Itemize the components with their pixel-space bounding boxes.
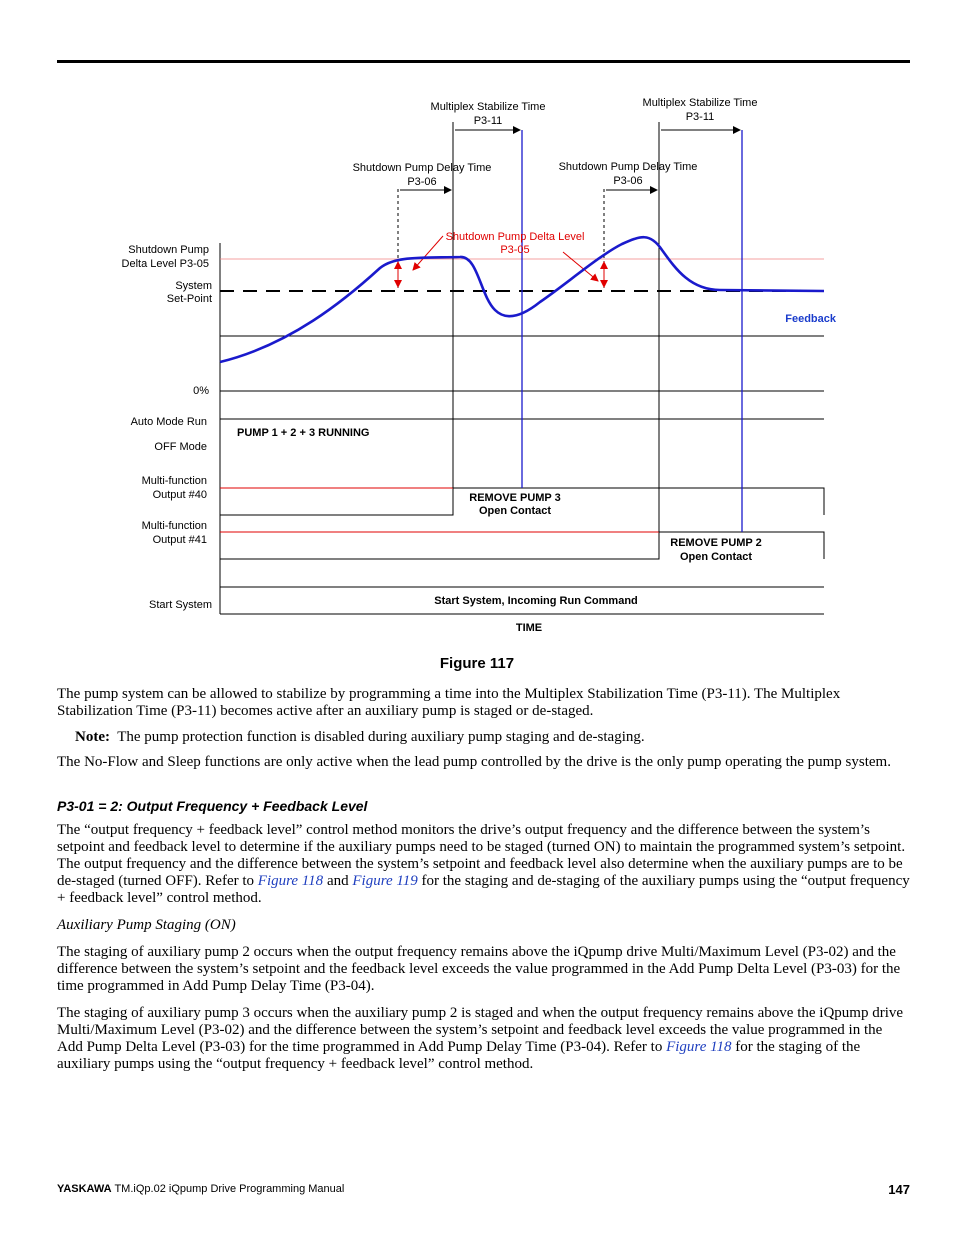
subheading: Auxiliary Pump Staging (ON) xyxy=(57,917,236,933)
label-remove3-1: REMOVE PUMP 3 xyxy=(469,492,561,504)
label-remove3-2: Open Contact xyxy=(478,505,552,517)
label-mf41-2: Output #41 xyxy=(152,534,207,546)
link-figure-118[interactable]: Figure 118 xyxy=(257,873,324,889)
label-shutdown-2: Delta Level P3-05 xyxy=(121,258,209,270)
link-figure-119[interactable]: Figure 119 xyxy=(352,873,418,889)
p3-text-b: and xyxy=(323,873,353,889)
mst2-line2: P3-11 xyxy=(685,111,715,123)
p3-text-a: The “output frequency + feedback level” control method monitors the drive’s output frequency and the difference between the system’s setpoint and feedback level to determine if the auxiliary pumps need to be staged (turned ON) to maintain the programmed system’s setpoint. The output frequency and the difference between the system’s setpoint and feedback level also determine when the auxiliary pumps are to be de-staged (turned OFF). Refer to xyxy=(57,822,906,889)
label-off: OFF Mode xyxy=(154,441,207,453)
label-time: TIME xyxy=(515,622,543,634)
label-setpoint-2: Set-Point xyxy=(166,293,212,305)
label-mf40-1: Multi-function xyxy=(141,475,207,487)
mst1-line2: P3-11 xyxy=(473,115,503,127)
paragraph-control-method xyxy=(57,822,910,907)
footer-title: TM.iQp.02 iQpump Drive Programming Manual xyxy=(111,1183,345,1195)
spd1-line2: P3-06 xyxy=(407,176,437,188)
label-zero: 0% xyxy=(193,385,209,397)
spd2-line2: P3-06 xyxy=(613,175,643,187)
spd2-line1: Shutdown Pump Delay Time xyxy=(558,161,698,173)
label-feedback: Feedback xyxy=(785,313,836,325)
section-heading: P3-01 = 2: Output Frequency + Feedback Level xyxy=(57,798,368,814)
paragraph-noflow: The No-Flow and Sleep functions are only active when the lead pump controlled by the drive is the only pump operating the pump system. xyxy=(57,754,891,770)
p3-text-c: for the staging and de-staging of the auxiliary pumps using the “output frequency + feedback level” control method. xyxy=(57,873,910,906)
mst2-line1: Multiplex Stabilize Time xyxy=(642,97,758,109)
mst1-line1: Multiplex Stabilize Time xyxy=(430,101,546,113)
dimension-arrows xyxy=(400,130,740,190)
label-pump-running: PUMP 1 + 2 + 3 RUNNING xyxy=(237,427,370,439)
paragraph-staging-pump-2: The staging of auxiliary pump 2 occurs when the output frequency remains above the iQpump drive Multi/Maximum Level (P3-02) and the difference between the system’s setpoint and the feedback level exceeds the value programmed in the Add Pump Delta Level (P3-03) for the time programmed in Add Pump Delay Time (P3-04). xyxy=(57,944,901,994)
p5-text-b: for the staging of the auxiliary pumps using the “output frequency + feedback level” control method. xyxy=(57,1039,861,1072)
figure-caption: Figure 117 xyxy=(439,655,515,672)
red-level-line2: P3-05 xyxy=(500,244,530,256)
spd1-line1: Shutdown Pump Delay Time xyxy=(352,162,492,174)
label-setpoint-1: System xyxy=(175,280,212,292)
timing-lines xyxy=(398,122,742,532)
page-number: 147 xyxy=(888,1182,910,1197)
note-label: Note: xyxy=(75,729,110,745)
label-start-cmd: Start System, Incoming Run Command xyxy=(434,595,638,607)
label-remove2-2: Open Contact xyxy=(679,551,753,563)
link-figure-118-b[interactable]: Figure 118 xyxy=(666,1039,732,1055)
label-auto: Auto Mode Run xyxy=(130,416,207,428)
label-remove2-1: REMOVE PUMP 2 xyxy=(670,537,762,549)
p5-text-a: The staging of auxiliary pump 3 occurs when the auxiliary pump 2 is staged and when the output frequency remains above the iQpump drive Multi/Maximum Level (P3-02) and the difference between the system’s setpoint and feedback level exceeds the value programmed in the Add Pump Delta Level (P3-03) for the time programmed in Add Pump Delay Time (P3-04). Refer to xyxy=(57,1005,904,1055)
red-level-line1: Shutdown Pump Delta Level xyxy=(445,231,585,243)
header-rule xyxy=(57,60,910,63)
footer-brand: YASKAWA xyxy=(57,1183,112,1195)
paragraph-staging-pump-3 xyxy=(57,1005,910,1073)
label-start: Start System xyxy=(149,599,212,611)
page-footer xyxy=(57,1183,910,1195)
label-mf40-2: Output #40 xyxy=(152,489,207,501)
note-text: The pump protection function is disabled during auxiliary pump staging and de-staging. xyxy=(117,729,645,745)
note xyxy=(75,729,910,746)
label-shutdown-1: Shutdown Pump xyxy=(128,244,209,256)
figure-117-diagram xyxy=(0,90,954,645)
label-mf41-1: Multi-function xyxy=(141,520,207,532)
paragraph-stabilize: The pump system can be allowed to stabilize by programming a time into the Multiplex Stabilization Time (P3-11). The Multiplex Stabilization Time (P3-11) becomes active after an auxiliary pump is staged or de-staged. xyxy=(57,686,841,719)
